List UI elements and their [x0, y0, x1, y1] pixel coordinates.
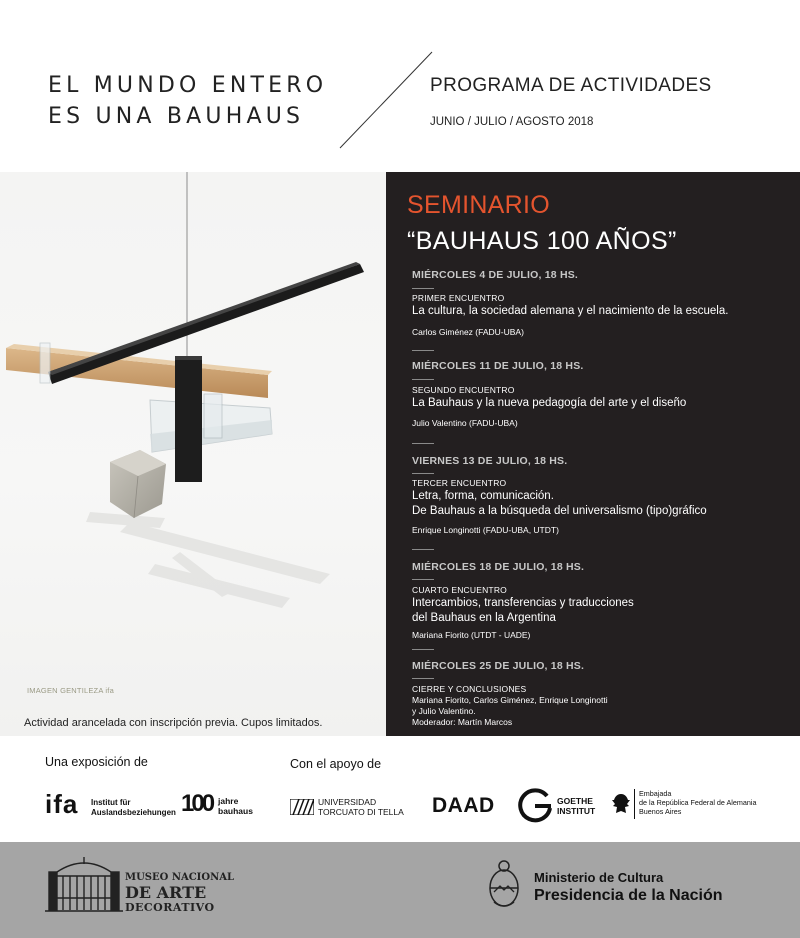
session-title: Intercambios, transferencias y traducciones	[412, 597, 634, 609]
session-divider	[412, 549, 434, 550]
argentina-shield-icon	[486, 858, 522, 910]
bauhaus100-logo	[181, 790, 261, 820]
main-title-line1: EL MUNDO ENTERO	[48, 73, 328, 98]
image-credit: IMAGEN GENTILEZA ifa	[27, 686, 114, 695]
footer	[0, 842, 800, 938]
ministry-line2: Presidencia de la Nación	[534, 887, 723, 904]
session-speaker: Moderador: Martín Marcos	[412, 717, 513, 727]
session-divider	[412, 350, 434, 351]
daad-logo: DAAD	[432, 794, 495, 817]
seminar-panel	[386, 172, 800, 736]
exhibition-label: Una exposición de	[45, 755, 148, 769]
ministry-logo	[486, 858, 786, 922]
session-speaker: Mariana Fiorito, Carlos Giménez, Enrique Longinotti	[412, 695, 608, 705]
bauhaus100-line2: bauhaus	[218, 806, 253, 816]
session-divider	[412, 473, 434, 474]
session-speaker: Julio Valentino (FADU-UBA)	[412, 418, 518, 428]
eagle-icon	[611, 791, 631, 817]
registration-notice: Actividad arancelada con inscripción previa. Cupos limitados.	[24, 717, 323, 729]
goethe-line2: INSTITUT	[557, 806, 596, 816]
session-date: MIÉRCOLES 4 DE JULIO, 18 HS.	[412, 269, 579, 281]
main-title-line2: ES UNA BAUHAUS	[48, 104, 305, 129]
session-date: MIÉRCOLES 11 DE JULIO, 18 HS.	[412, 360, 584, 372]
artwork-panel	[0, 172, 386, 736]
embassy-flag-bar	[634, 789, 635, 819]
support-label: Con el apoyo de	[290, 757, 382, 771]
embassy-line3: Buenos Aires	[639, 807, 682, 816]
ministry-line1: Ministerio de Cultura	[534, 870, 664, 885]
session-divider	[412, 649, 434, 650]
utdt-line2: TORCUATO DI TELLA	[318, 807, 404, 817]
session-encounter: PRIMER ENCUENTRO	[412, 293, 505, 303]
utdt-logo	[290, 796, 420, 820]
seminar-label: SEMINARIO	[407, 191, 550, 219]
session-divider	[412, 579, 434, 580]
embassy-line2: de la República Federal de Alemania	[639, 798, 757, 807]
session-speaker: y Julio Valentino.	[412, 706, 476, 716]
session-divider	[412, 443, 434, 444]
session-date: VIERNES 13 DE JULIO, 18 HS.	[412, 455, 568, 467]
ifa-line1: Institut für	[91, 798, 131, 807]
session-divider	[412, 678, 434, 679]
session-encounter: CIERRE Y CONCLUSIONES	[412, 684, 527, 694]
session-title: De Bauhaus a la búsqueda del universalismo (tipo)gráfico	[412, 505, 707, 517]
goethe-logo	[517, 788, 602, 824]
ifa-mark: ifa	[45, 789, 79, 819]
session-title: del Bauhaus en la Argentina	[412, 612, 556, 624]
utdt-line1: UNIVERSIDAD	[318, 797, 377, 807]
session-speaker: Mariana Fiorito (UTDT - UADE)	[412, 630, 531, 640]
session-speaker: Carlos Giménez (FADU-UBA)	[412, 327, 524, 337]
sponsors-section	[0, 736, 800, 842]
session-date: MIÉRCOLES 25 DE JULIO, 18 HS.	[412, 660, 585, 672]
program-dates: JUNIO / JULIO / AGOSTO 2018	[430, 116, 594, 128]
museum-logo	[45, 854, 235, 924]
goethe-circle-icon	[517, 788, 553, 824]
sculpture-image	[0, 172, 386, 736]
ifa-logo	[45, 789, 176, 820]
museum-line1: MUSEO NACIONAL	[125, 872, 235, 883]
ifa-line2: Auslandsbeziehungen	[91, 808, 176, 817]
session-speaker: Enrique Longinotti (FADU-UBA, UTDT)	[412, 525, 559, 535]
session-date: MIÉRCOLES 18 DE JULIO, 18 HS.	[412, 561, 585, 573]
program-title: PROGRAMA DE ACTIVIDADES	[430, 75, 712, 96]
session-encounter: TERCER ENCUENTRO	[412, 478, 507, 488]
session-divider	[412, 288, 434, 289]
goethe-line1: GOETHE	[557, 796, 593, 806]
museum-line3: DECORATIVO	[125, 901, 215, 914]
bauhaus100-mark: 100	[181, 790, 213, 817]
utdt-stripes-icon	[290, 799, 314, 815]
session-title: La Bauhaus y la nueva pedagogía del arte y el diseño	[412, 397, 687, 409]
session-title: Letra, forma, comunicación.	[412, 490, 554, 502]
session-divider	[412, 379, 434, 380]
embassy-logo	[611, 789, 791, 823]
museum-line2: DE ARTE	[125, 883, 207, 902]
seminar-title: “BAUHAUS 100 AÑOS”	[407, 227, 677, 255]
session-encounter: CUARTO ENCUENTRO	[412, 585, 507, 595]
header	[0, 0, 800, 172]
session-encounter: SEGUNDO ENCUENTRO	[412, 385, 515, 395]
session-title: La cultura, la sociedad alemana y el nacimiento de la escuela.	[412, 305, 729, 317]
bauhaus100-line1: jahre	[218, 796, 239, 806]
museum-gate-icon	[45, 854, 123, 912]
embassy-line1: Embajada	[639, 789, 672, 798]
